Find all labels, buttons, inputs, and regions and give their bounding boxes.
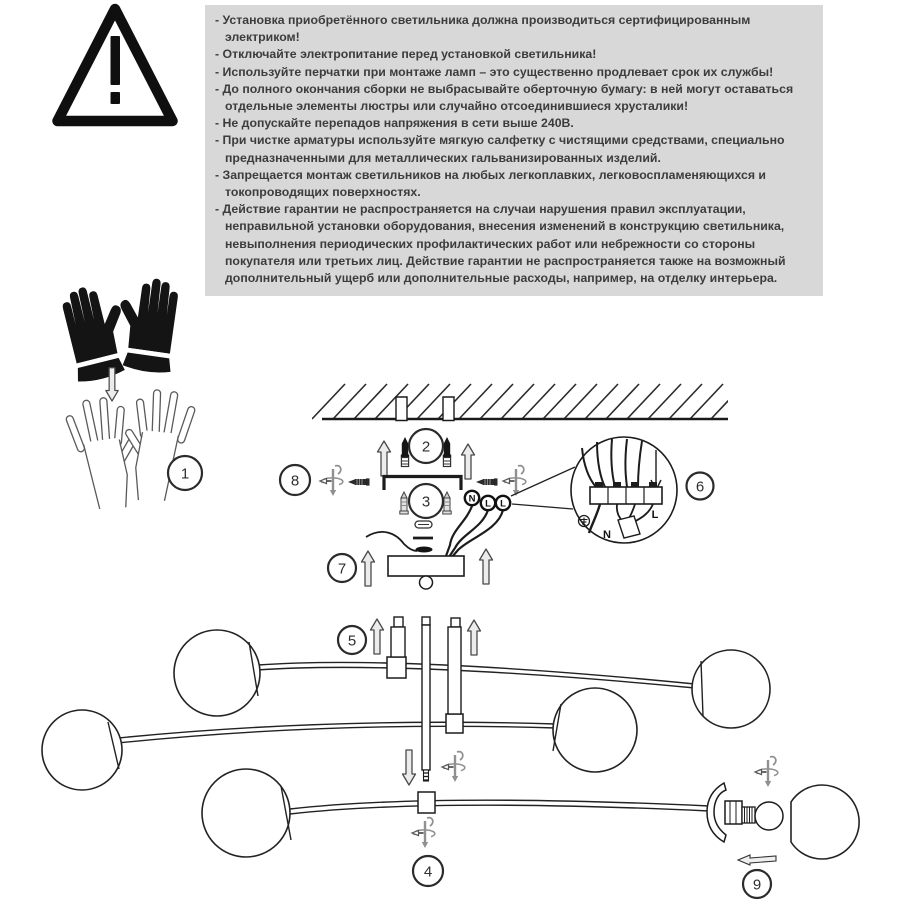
screw-icon (348, 478, 370, 485)
rotate-screw-icon (412, 818, 435, 848)
canopy-assembly (362, 521, 493, 589)
anchor-screw-icon (443, 437, 451, 467)
anchor-screw-icon (401, 437, 409, 467)
terminal-label-l1: L (485, 498, 491, 510)
up-arrow-icon (378, 441, 391, 476)
ceiling-hatch (312, 384, 744, 421)
down-arrow-icon (403, 750, 416, 785)
hanging-wire (366, 532, 417, 551)
up-arrow-icon (468, 620, 481, 655)
wiring-detail (571, 437, 677, 543)
globe (202, 769, 290, 857)
terminal-label-l2: L (500, 498, 506, 510)
warning-item: - При чистке арматуры используйте мягкую салфетку с чистящими средствами, специально предназначенными для металлических гальванизированных изделий. (215, 133, 785, 165)
step-circle-4 (413, 856, 443, 886)
rotate-screw-icon (320, 466, 343, 496)
detail-label-n: N (603, 529, 611, 541)
globe (791, 785, 859, 859)
step-label: 3 (421, 493, 431, 511)
step-label: 8 (290, 472, 300, 490)
step-label: 4 (423, 863, 433, 881)
warning-triangle-icon (58, 9, 173, 121)
lamp-socket (725, 801, 742, 824)
warning-item: - Запрещается монтаж светильников на любых легкоплавких, легковоспламеняющихся и токопроводящих поверхностях. (215, 167, 766, 200)
step-circle-1 (168, 456, 202, 490)
black-glove-icon (112, 274, 183, 375)
drill-hole (443, 397, 454, 421)
wall-plug-icon (443, 492, 451, 514)
drill-hole (396, 397, 407, 421)
up-arrow-icon (462, 444, 475, 479)
step-label: 5 (347, 632, 357, 650)
warning-item: - Не допускайте перепадов напряжения в сети выше 240В. (215, 116, 574, 131)
step-label: 1 (180, 465, 190, 483)
step-label: 7 (337, 560, 347, 578)
cord-grip (416, 547, 433, 553)
up-arrow-icon (371, 619, 384, 654)
rotate-screw-icon (442, 752, 465, 782)
globe (692, 650, 770, 728)
step-circle-2 (409, 429, 443, 463)
warning-item: - Используйте перчатки при монтаже ламп – это существенно продлевает срок их службы! (215, 64, 774, 79)
globe (553, 688, 637, 772)
terminal-label-n: N (468, 493, 476, 505)
socket-assembly (707, 783, 783, 865)
step-label: 2 (421, 438, 431, 456)
screw-icon (476, 478, 498, 485)
warning-item: - Установка приобретённого светильника должна производиться сертифицированным электриком! (215, 13, 751, 45)
wall-plug-icon (400, 492, 408, 514)
step-circle-9 (743, 870, 771, 898)
detail-label-l: L (651, 509, 659, 521)
connector-wires (446, 506, 503, 557)
up-arrow-icon (480, 549, 493, 584)
terminal-connectors (446, 491, 510, 557)
canopy-plate (388, 556, 464, 576)
black-glove-icon (56, 280, 136, 385)
globe (42, 710, 122, 790)
warning-item: - До полного окончания сборки не выбрасывайте оберточную бумагу: в ней могут оставаться отдельные элементы люстры или случайно отсоединившиеся хрусталики! (215, 81, 794, 114)
globe (174, 630, 260, 716)
rotate-screw-icon (755, 757, 778, 787)
bare-hand-icon (63, 394, 146, 514)
step-circle-6 (687, 473, 714, 500)
warning-item: - Действие гарантии не распространяется на случаи нарушения правил эксплуатации, неправильной установки оборудования, внесения изменений в конструкцию светильника, невыполнения периодических профилактических работ или небрежности со стороны покупателя или третьих лиц. Действие гарантии не распространяется также на возможный дополнительный ущерб или дополнительные расходы, например, на отделку интерьера. (215, 202, 786, 286)
canopy-hole (420, 576, 433, 589)
up-arrow-icon (362, 551, 375, 586)
warning-item: - Отключайте электропитание перед установкой светильника! (215, 47, 597, 62)
threaded-rods (391, 617, 461, 781)
step-label: 9 (752, 876, 762, 894)
socket-cup (707, 783, 726, 842)
step-circle-5 (338, 626, 366, 654)
step-circle-3 (409, 484, 443, 518)
left-arrow-icon (738, 855, 776, 865)
step-circle-8 (280, 465, 310, 495)
bulb-icon (742, 802, 783, 830)
step-circle-7 (328, 554, 356, 582)
step-label: 6 (695, 478, 705, 496)
